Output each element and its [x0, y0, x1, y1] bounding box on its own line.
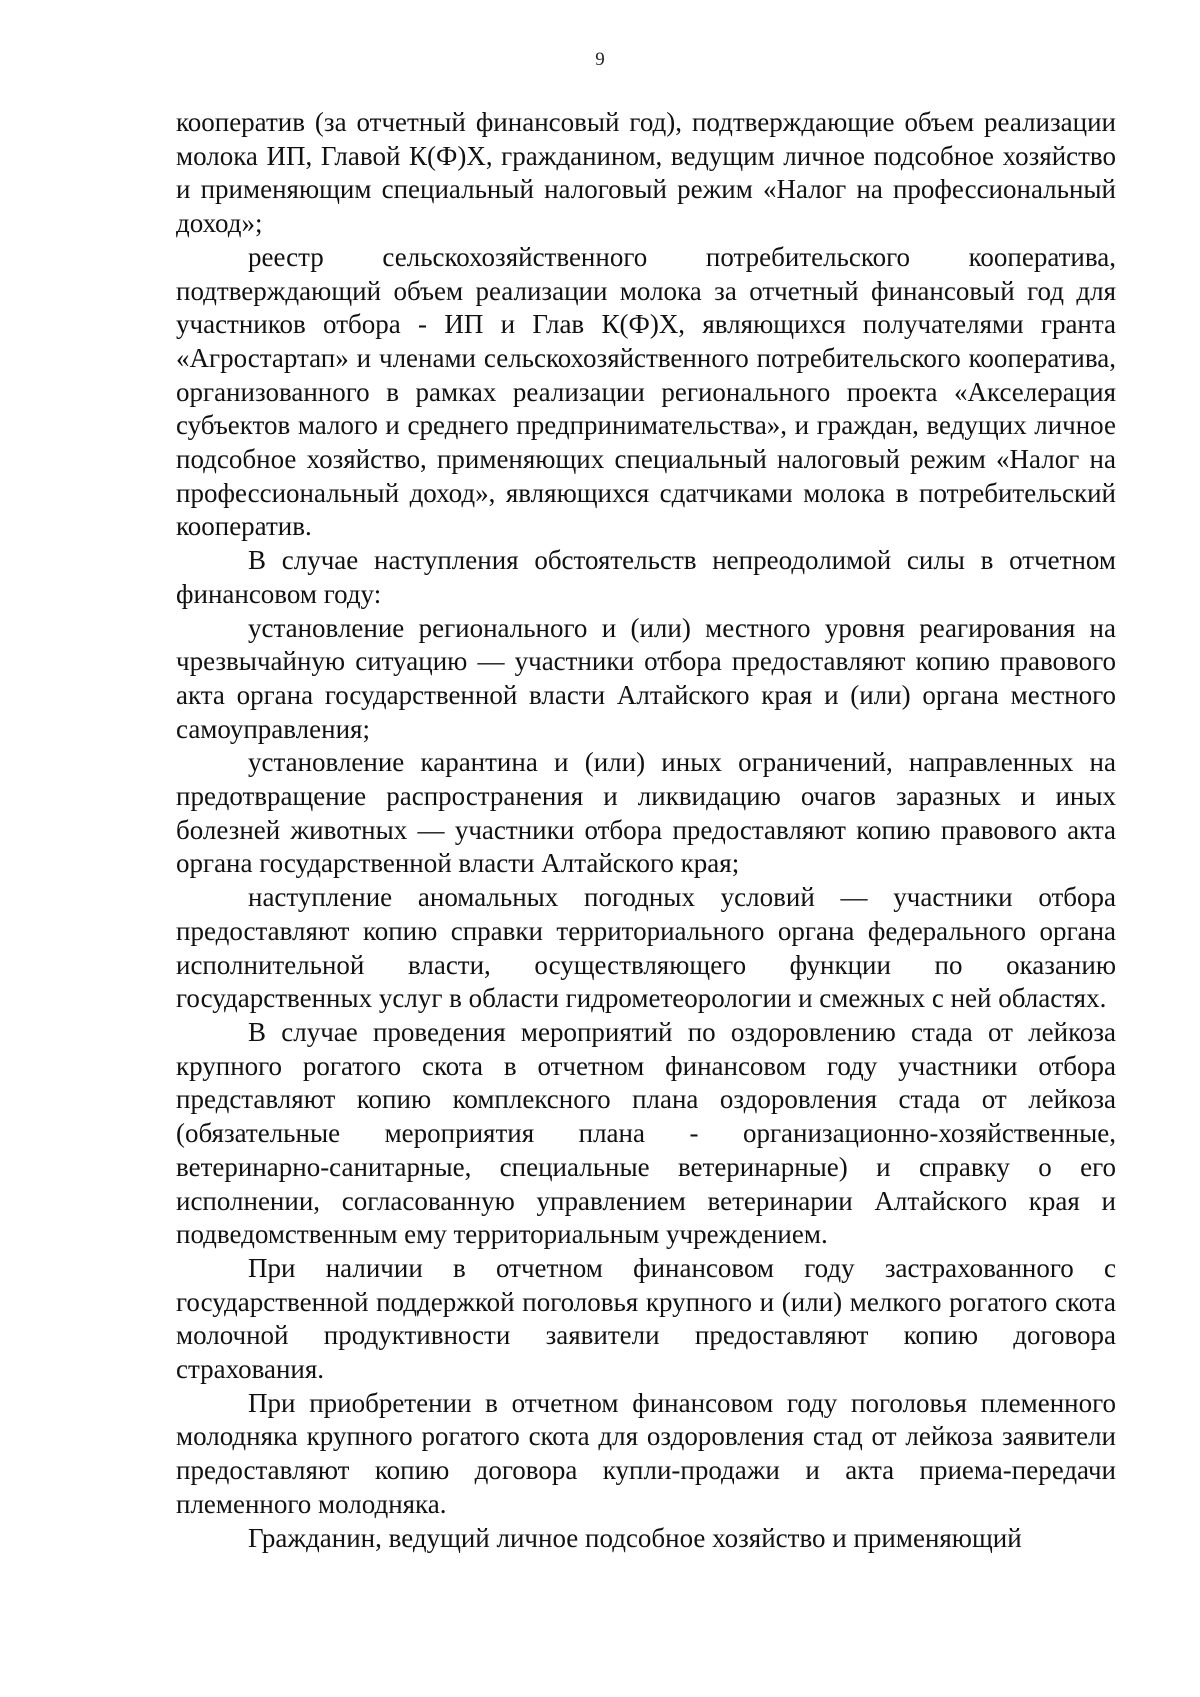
paragraph-force-majeure: В случае наступления обстоятельств непреодолимой силы в отчетном финансовом году:	[176, 545, 1116, 609]
paragraph-weather-conditions: наступление аномальных погодных условий — участники отбора предоставляют копию справки территориального органа федерального органа исполнительной власти, осуществляющего функции по оказанию государственных услуг в области гидрометеорологии и смежных с ней областях.	[176, 882, 1116, 1014]
paragraph-continuation: кооператив (за отчетный финансовый год), подтверждающие объем реализации молока ИП, Главой К(Ф)Х, гражданином, ведущим личное подсобное хозяйство и применяющим специальный налоговый режим «Налог на профессиональный доход»;	[176, 107, 1116, 239]
document-body	[176, 106, 1116, 1555]
paragraph-breeding-stock: При приобретении в отчетном финансовом году поголовья племенного молодняка крупного рогатого скота для оздоровления стад от лейкоза заявители предоставляют копию договора купли-продажи и акта приема-передачи племенного молодняка.	[176, 1387, 1116, 1519]
page-number: 9	[595, 49, 605, 70]
paragraph-cooperative-registry: реестр сельскохозяйственного потребительского кооператива, подтверждающий объем реализации молока за отчетный финансовый год для участников отбора - ИП и Глав К(Ф)Х, являющихся получателями гранта «Агростартап» и членами сельскохозяйственного потребительского кооператива, организованного в рамках реализации регионального проекта «Акселерация субъектов малого и среднего предпринимательства», и граждан, ведущих личное подсобное хозяйство, применяющих специальный налоговый режим «Налог на профессиональный доход», являющихся сдатчиками молока в потребительский кооператив.	[176, 241, 1116, 542]
paragraph-leukosis-measures: В случае проведения мероприятий по оздоровлению стада от лейкоза крупного рогатого скота в отчетном финансовом году участники отбора представляют копию комплексного плана оздоровления стада от лейкоза (обязательные мероприятия плана - организационно-хозяйственные, ветеринарно-санитарные, специальные ветеринарные) и справку о его исполнении, согласованную управлением ветеринарии Алтайского края и подведомственным ему территориальным учреждением.	[176, 1016, 1116, 1250]
paragraph-quarantine: установление карантина и (или) иных ограничений, направленных на предотвращение распространения и ликвидацию очагов заразных и иных болезней животных — участники отбора предоставляют копию правового акта органа государственной власти Алтайского края;	[176, 747, 1116, 879]
paragraph-emergency-response: установление регионального и (или) местного уровня реагирования на чрезвычайную ситуацию — участники отбора предоставляют копию правового акта органа государственной власти Алтайского края и (или) органа местного самоуправления;	[176, 612, 1116, 744]
paragraph-citizen-household: Гражданин, ведущий личное подсобное хозяйство и применяющий	[248, 1522, 1022, 1553]
paragraph-insurance: При наличии в отчетном финансовом году застрахованного с государственной поддержкой поголовья крупного и (или) мелкого рогатого скота молочной продуктивности заявители предоставляют копию договора страхования.	[176, 1252, 1116, 1385]
